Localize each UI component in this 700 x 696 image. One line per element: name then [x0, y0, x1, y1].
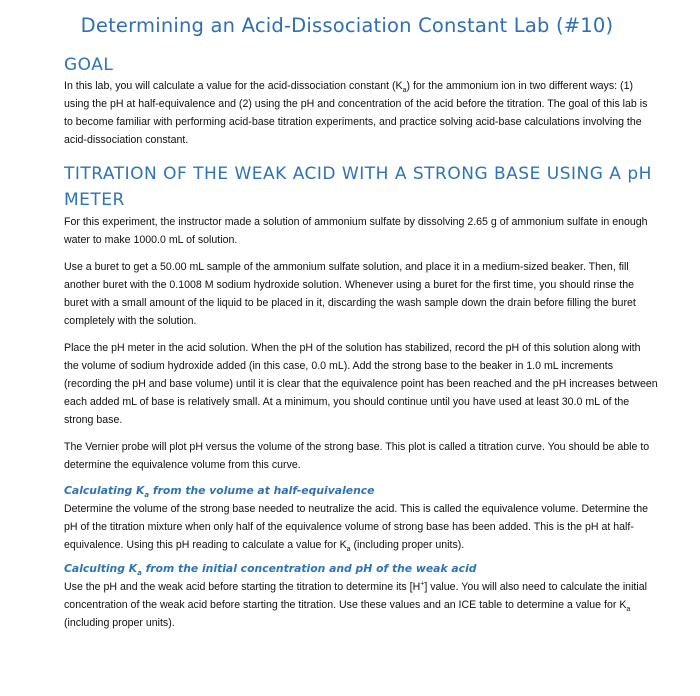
titration-paragraph-2: Use a buret to get a 50.00 mL sample of the ammonium sulfate solution, and place it in a medium-sized beaker. Then, fill another buret with the 0.1008 M sodium hydroxide solution. Whenever using a buret for the first time, you should rinse the buret with a small amount of the liquid to be placed in it, discarding the wash sample down the drain before filling the buret completely with the solution.: [64, 261, 636, 327]
titration-paragraph-4: The Vernier probe will plot pH versus the volume of the strong base. This plot is called a titration curve. You should be able to determine the equivalence volume from this curve.: [64, 441, 650, 471]
initial-concentration-heading: Calculting $K_a$ from the initial concentration and pH of the weak acid: [64, 562, 477, 578]
titration-paragraph-1: For this experiment, the instructor made a solution of ammonium sulfate by dissolving 2.65 g of ammonium sulfate in enough water to make 1000.0 mL of solution.: [64, 216, 648, 246]
titration-paragraph-3: Place the pH meter in the acid solution. When the pH of the solution has stabilized, record the pH of this solution along with the volume of sodium hydroxide added (in this case, 0.0 mL). Add the strong base to the beaker in 1.0 mL increments (recording the pH and base volume) until it is clear that the equivalence point has been reached and the pH increases between each added mL of base is relatively small. At a minimum, you should continue until you have used at least 30.0 mL of the strong base.: [64, 342, 658, 426]
goal-heading: GOAL: [64, 55, 114, 75]
initial-concentration-paragraph: Use the pH and the weak acid before starting the titration to determine its [H+] value. You will also need to calculate the initial concentration of the weak acid before starting the titration. Use these values and an ICE table to determine a value for $K_a$ (including proper units).: [64, 580, 647, 629]
half-equivalence-heading: Calculating $K_a$ from the volume at half-equivalence: [64, 484, 375, 500]
goal-paragraph: In this lab, you will calculate a value for the acid-dissociation constant $(K_a)$ for the ammonium ion in two different ways: (1) using the pH at half-equivalence and (2) using the pH and concentration of the acid before the titration. The goal of this lab is to become familiar with performing acid-base titration experiments, and practice solving acid-base calculations involving the acid-dissociation constant.: [64, 80, 648, 146]
titration-heading: TITRATION OF THE WEAK ACID WITH A STRONG BASE USING A pH METER: [64, 164, 652, 210]
half-equivalence-paragraph: Determine the volume of the strong base needed to neutralize the acid. This is called the equivalence volume. Determine the pH of the titration mixture when only half of the equivalence volume of strong base has been added. This is the pH at half-equivalence. Using this pH reading to calculate a value for $K_a$ (including proper units).: [64, 503, 648, 554]
document-title: Determining an Acid-Dissociation Constant Lab (#10): [80, 14, 614, 37]
